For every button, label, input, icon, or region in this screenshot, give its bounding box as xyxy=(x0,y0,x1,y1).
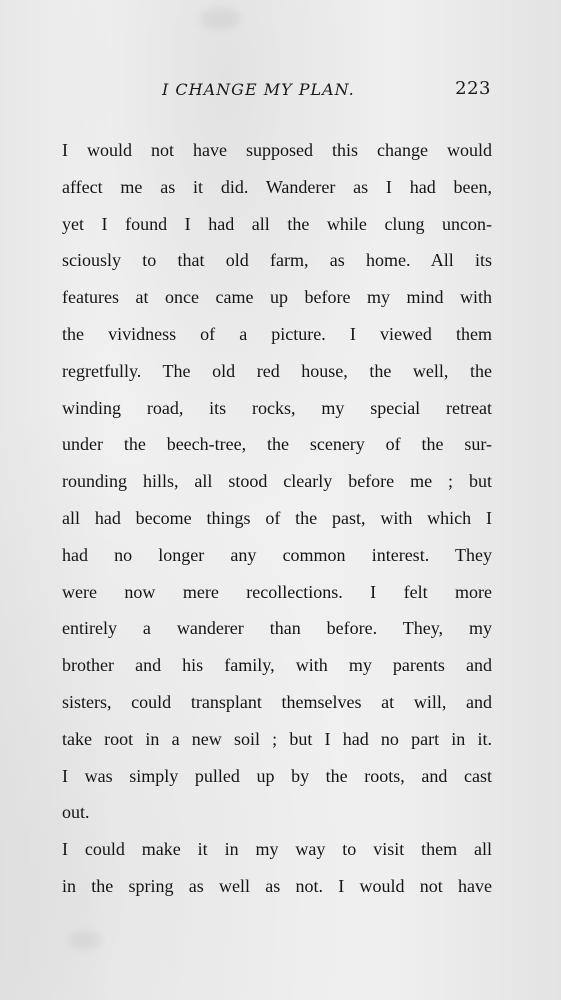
text-line: the vividness of a picture. I viewed them xyxy=(62,323,492,344)
paragraph xyxy=(62,132,492,831)
text-line: winding road, its rocks, my special retreat xyxy=(62,397,492,418)
paragraph xyxy=(62,831,492,905)
text-line: I could make it in my way to visit them all xyxy=(62,839,492,860)
text-line: had no longer any common interest. They xyxy=(62,544,492,565)
text-line: take root in a new soil ; but I had no part in it. xyxy=(62,728,492,749)
text-line: I was simply pulled up by the roots, and cast xyxy=(62,765,492,786)
page-smudge xyxy=(70,930,100,950)
text-line: sisters, could transplant themselves at will, and xyxy=(62,691,492,712)
page-smudge xyxy=(200,8,240,30)
text-line: entirely a wanderer than before. They, my xyxy=(62,618,492,639)
body-text xyxy=(62,132,492,905)
text-line: yet I found I had all the while clung uncon- xyxy=(62,213,492,234)
text-line: affect me as it did. Wanderer as I had been, xyxy=(62,176,492,197)
text-line: brother and his family, with my parents and xyxy=(62,655,492,676)
running-head xyxy=(0,72,561,112)
text-line: under the beech-tree, the scenery of the sur- xyxy=(62,434,492,455)
text-line: features at once came up before my mind with xyxy=(62,287,492,308)
text-line: I would not have supposed this change would xyxy=(62,140,492,160)
text-line: out. xyxy=(62,802,90,823)
page-number: 223 xyxy=(455,78,491,99)
text-line: were now mere recollections. I felt more xyxy=(62,581,492,602)
text-line: rounding hills, all stood clearly before me ; but xyxy=(62,471,492,492)
text-line: regretfully. The old red house, the well, the xyxy=(62,360,492,381)
running-title: I CHANGE MY PLAN. xyxy=(162,80,355,99)
text-line: all had become things of the past, with which I xyxy=(62,507,492,528)
text-line: sciously to that old farm, as home. All its xyxy=(62,250,492,271)
text-line: in the spring as well as not. I would not have xyxy=(62,875,492,896)
